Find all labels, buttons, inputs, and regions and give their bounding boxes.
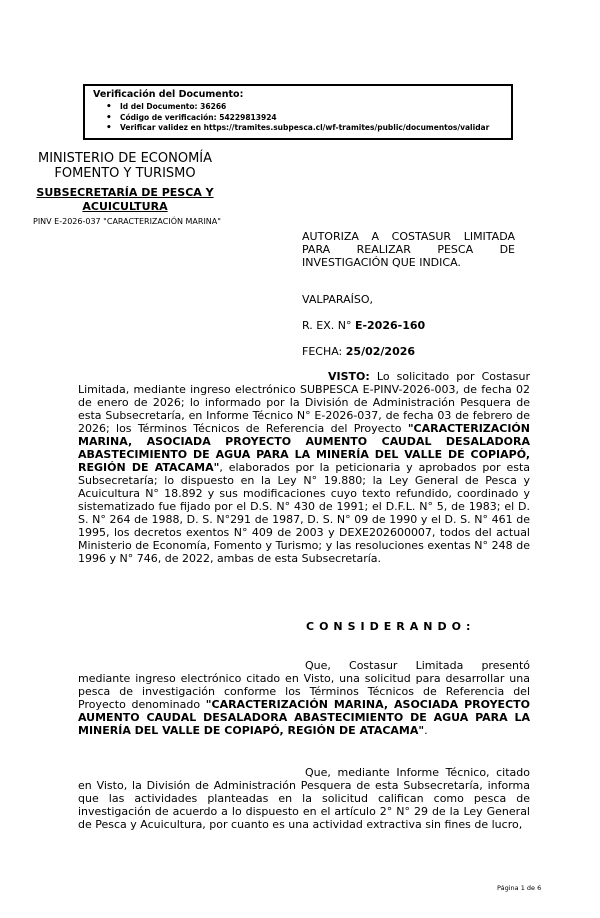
resolution-subject: AUTORIZA A COSTASUR LIMITADA PARA REALIZAR PESCA DE INVESTIGACIÓN QUE INDICA. — [302, 230, 515, 269]
verification-box — [83, 84, 513, 140]
resolution-number: E-2026-160 — [354, 319, 426, 332]
city-line: VALPARAÍSO, — [302, 293, 374, 306]
ministry-name — [33, 151, 217, 181]
verification-item-code — [106, 113, 506, 124]
considerando2-text: Que, mediante Informe Técnico, citado en Visto, la División de Administración Pesquera de esta Subsecretaría, informa que las actividades planteadas en la solicitud califican como pesca de investigación de acuerdo a lo dispuesto en el artículo 2° N° 29 de la Ley General de Pesca y Acuicultura, por cuanto es una actividad extractiva sin fines de lucro, — [78, 766, 530, 831]
resolution-label: R. EX. N° — [302, 319, 355, 332]
considerando1-text-after: . — [424, 724, 428, 737]
verification-item-document-id — [106, 102, 506, 113]
verification-item-text: Id del Documento: 36266 — [120, 102, 227, 111]
visto-label: VISTO: — [328, 370, 370, 383]
visto-project-title: "CARACTERIZACIÓN MARINA, ASOCIADA PROYECTO AUMENTO CAUDAL DESALADORA ABASTECIMIENTO DE AGUA PARA LA MINERÍA DEL VALLE DE COPIAPÓ, REGIÓN DE ATACAMA" — [78, 422, 530, 474]
bullet-icon: • — [106, 102, 112, 112]
resolution-number-line — [302, 319, 425, 332]
considerando1-text: Que, Costasur Limitada presentó mediante ingreso electrónico citado en Visto, una solicitud para desarrollar una pesca de investigación conforme los Términos Técnicos de Referencia del Proyecto denominado — [78, 659, 530, 711]
visto-text-before: Lo solicitado por Costasur Limitada, mediante ingreso electrónico SUBPESCA E-PINV-2026-003, de fecha 02 de enero de 2026; lo informado por la División de Administración Pesquera de esta Subsecretaría, en Informe Técnico N° E-2026-037, de fecha 03 de febrero de 2026; los Términos Técnicos de Referencia del Proyecto — [78, 370, 530, 435]
considerando1-project-title: "CARACTERIZACIÓN MARINA, ASOCIADA PROYECTO AUMENTO CAUDAL DESALADORA ABASTECIMIENTO DE AGUA PARA LA MINERÍA DEL VALLE DE COPIAPÓ, REGIÓN DE ATACAMA" — [78, 698, 530, 737]
verification-item-text: Código de verificación: 54229813924 — [120, 112, 277, 122]
project-reference: PINV E-2026-037 "CARACTERIZACIÓN MARINA" — [33, 217, 221, 226]
verification-item-url — [106, 123, 506, 134]
bullet-icon: • — [106, 112, 112, 123]
considerando-paragraph-2 — [78, 766, 530, 831]
considerando-paragraph-1 — [78, 659, 530, 737]
date-label: FECHA: — [302, 345, 346, 358]
visto-text-after: , elaborados por la peticionaria y aprobados por esta Subsecretaría; lo dispuesto en la Ley N° 19.880; la Ley General de Pesca y Acuicultura N° 18.892 y sus modificaciones cuyo texto refundido, coordinado y sistematizado fue fijado por el D.S. N° 430 de 1991; el D.F.L. N° 5, de 1983; el D. S. N° 264 de 1988, D. S. N°291 de 1987, D. S. N° 09 de 1990 y el D. S. N° 461 de 1995, los decretos exentos N° 409 de 2003 y DEXE202600007, todos del actual Ministerio de Economía, Fomento y Turismo; y las resoluciones exentas N° 248 de 1996 y N° 746, de 2022, ambas de esta Subsecretaría. — [78, 461, 530, 565]
verification-list — [93, 102, 506, 134]
bullet-icon: • — [106, 123, 112, 133]
subsecretaria-name: SUBSECRETARÍA DE PESCA Y ACUICULTURA — [36, 186, 214, 213]
page-number: Página 1 de 6 — [497, 884, 542, 892]
verification-url-text: Verificar validez en https://tramites.subpesca.cl/wf-tramites/public/documentos/validar — [120, 123, 490, 132]
verification-title: Verificación del Documento: — [93, 89, 244, 100]
considerando-heading: CONSIDERANDO: — [306, 620, 476, 633]
ministry-line1: MINISTERIO DE ECONOMÍA — [37, 151, 213, 166]
date-line — [302, 345, 415, 358]
ministry-line2: FOMENTO Y TURISMO — [54, 166, 196, 181]
visto-paragraph — [78, 370, 530, 565]
date-value: 25/02/2026 — [345, 345, 416, 358]
